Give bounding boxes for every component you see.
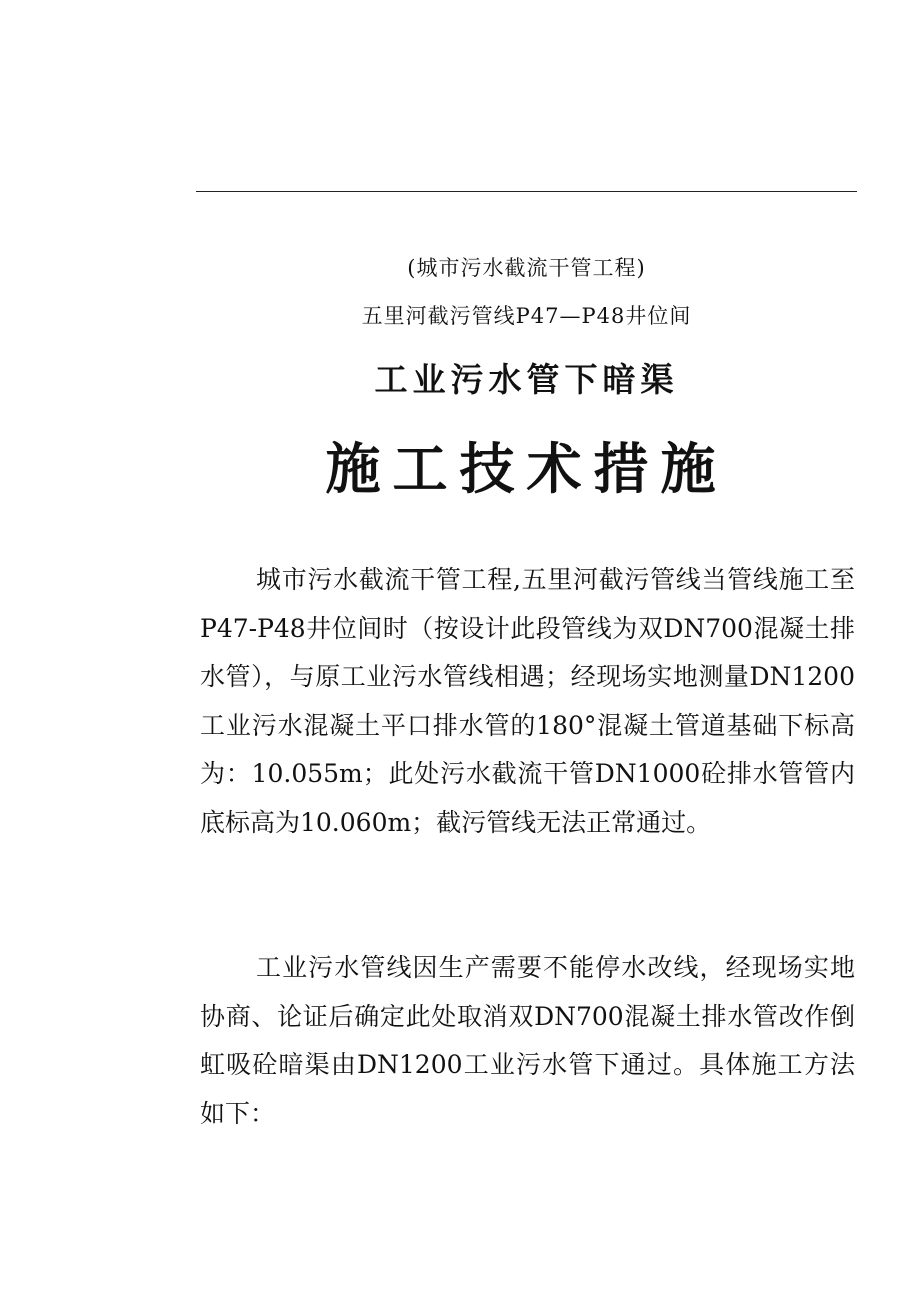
location-subtitle: 五里河截污管线P47—P48井位间 (361, 304, 692, 328)
body-paragraph-2: 工业污水管线因生产需要不能停水改线，经现场实地协商、论证后确定此处取消双DN700混凝土排水管改作倒虹吸砼暗渠由DN1200工业污水管下通过。具体施工方法如下： (200, 953, 855, 1128)
project-subtitle: (城市污水截流干管工程) (407, 256, 646, 280)
header-rule (196, 191, 857, 192)
body-paragraph-1: 城市污水截流干管工程,五里河截污管线当管线施工至P47-P48井位间时（按设计此段管线为双DN700混凝土排水管），与原工业污水管线相遇；经现场实地测量DN1200工业污水混凝土平口排水管的180°混凝土管道基础下标高为：10.055m；此处污水截流干管DN1000砼排水管管内底标高为10.060m；截污管线无法正常通过。 (200, 565, 855, 837)
section-heading: 工业污水管下暗渠 (374, 360, 679, 399)
document-title: 施工技术措施 (325, 436, 728, 501)
